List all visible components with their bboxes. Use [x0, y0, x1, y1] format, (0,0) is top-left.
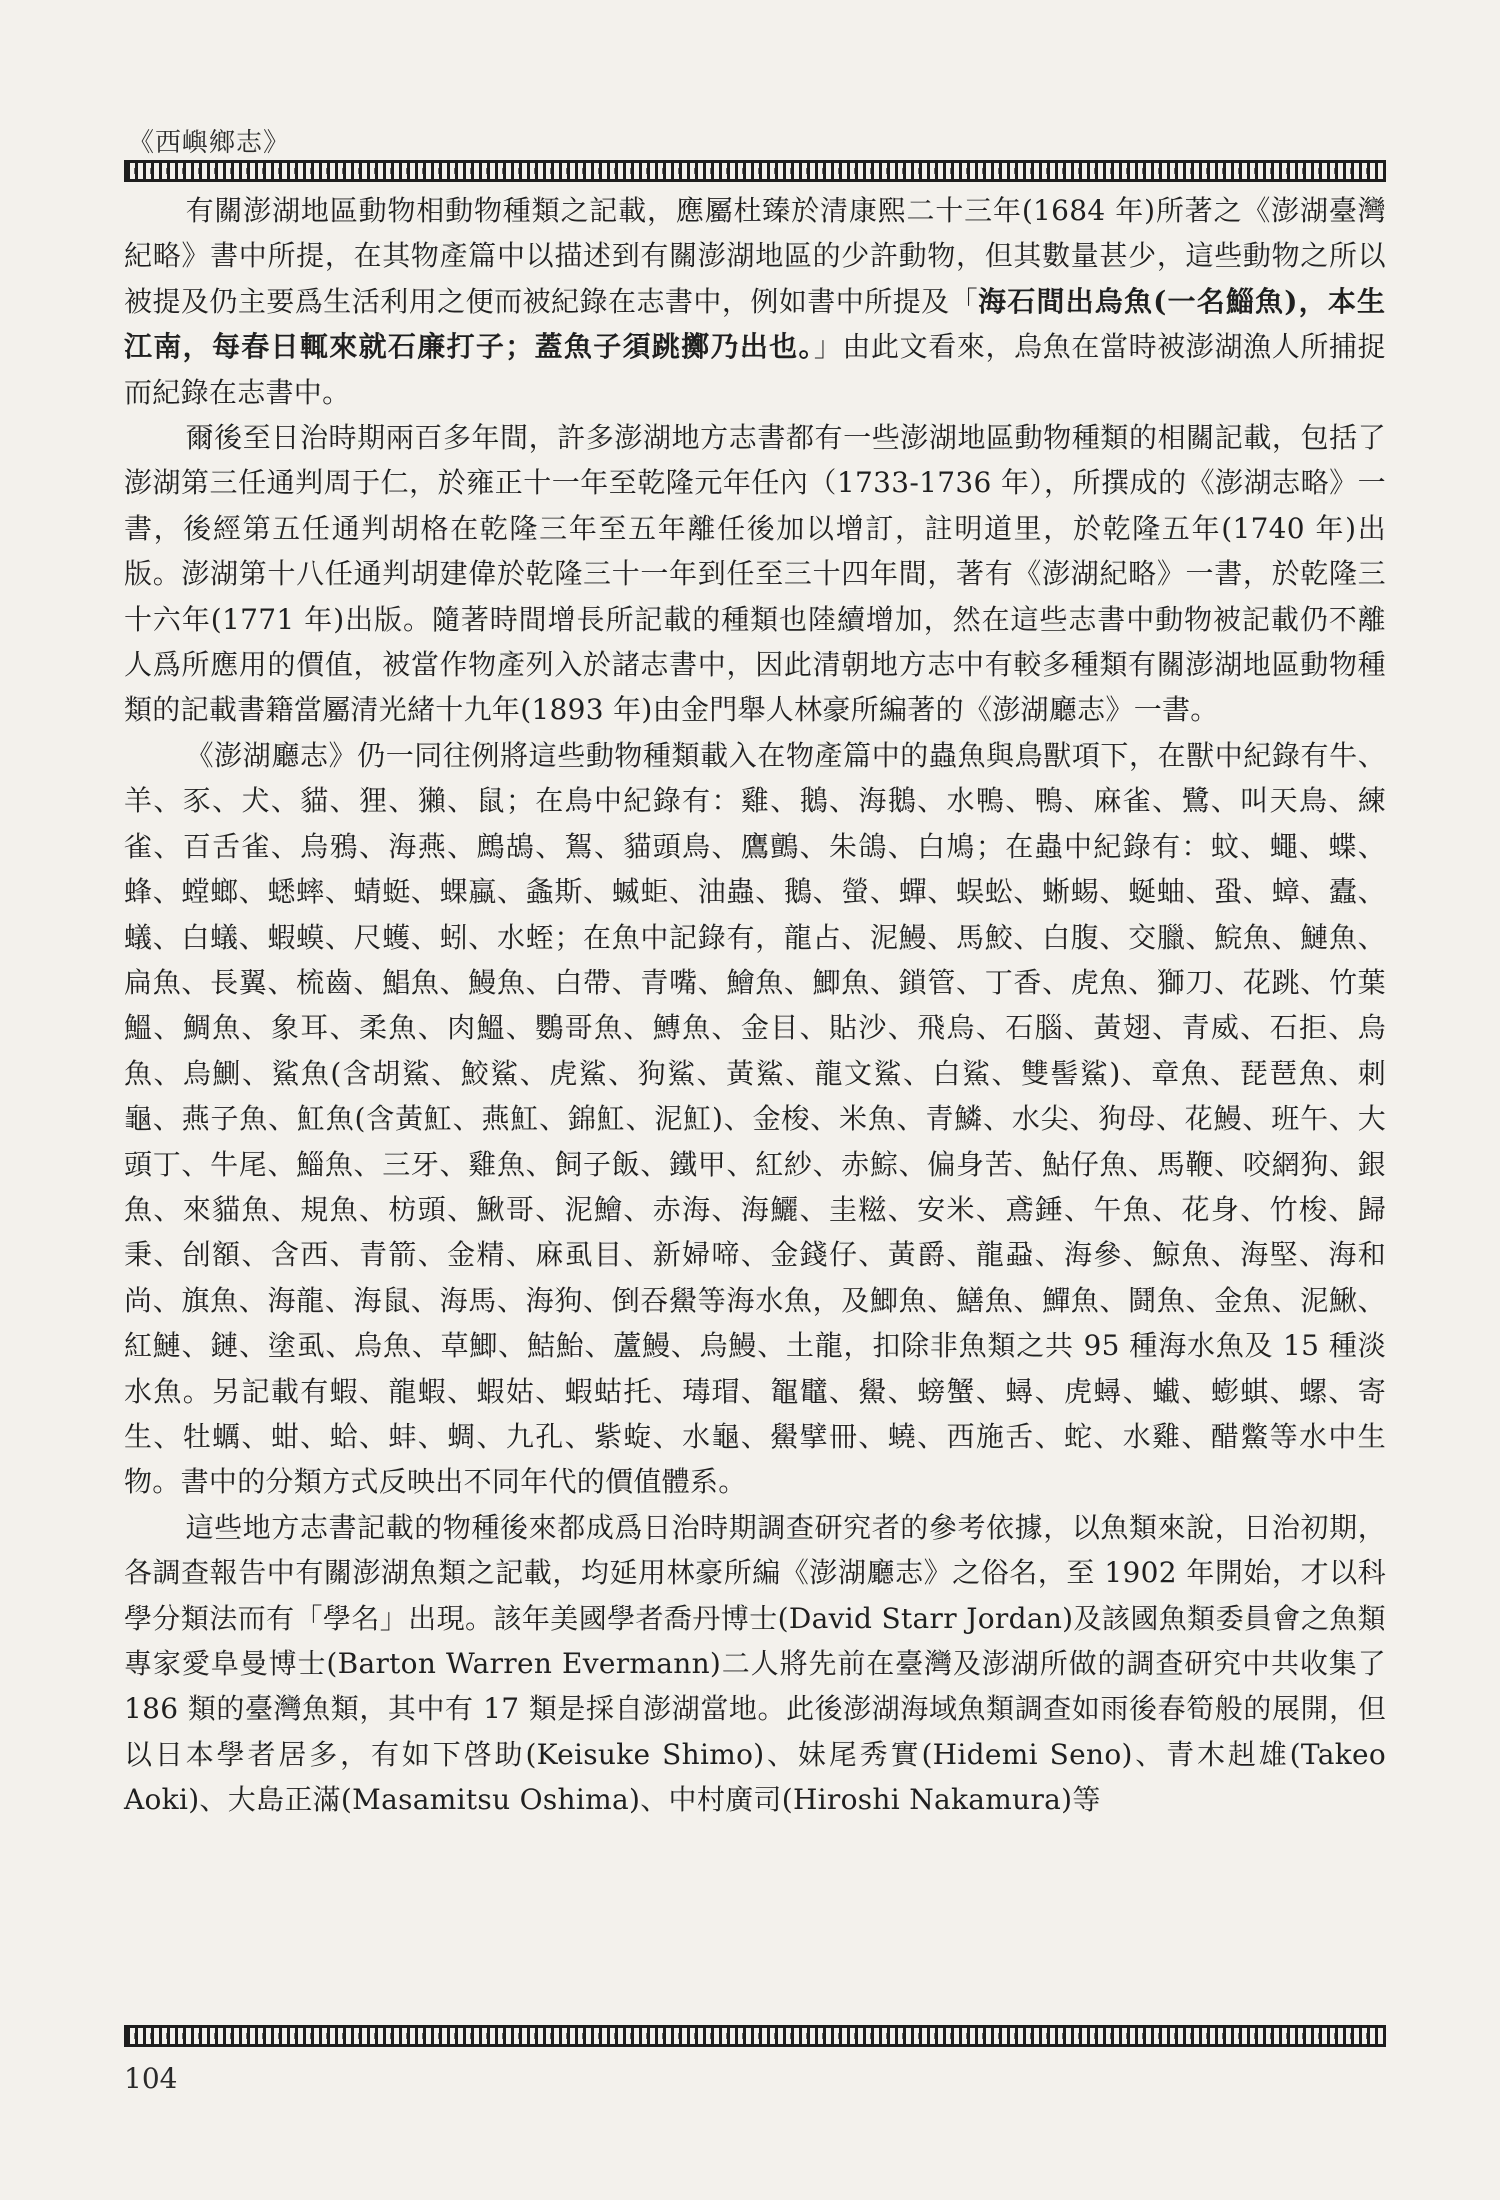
paragraph-1-tail: 」由此文看來，烏魚在當時被澎湖漁人所捕捉而紀錄在志書中。: [124, 330, 1386, 409]
top-decorative-border: [124, 160, 1386, 182]
page-number: 104: [124, 2062, 178, 2095]
paragraph-1-lead: 有關澎湖地區動物相動物種類之記載，應屬杜臻於清康熙二十三年(1684 年)所著之《澎湖臺灣紀略》書中所提，在其物產篇中以描述到有關澎湖地區的少許動物，但其數量甚少，這些動物之所以被提及仍主要爲生活利用之便而被紀錄在志書中，例如書中所提及「: [124, 194, 1386, 318]
running-title: 《西嶼鄉志》: [128, 128, 291, 158]
paragraph-4: 這些地方志書記載的物種後來都成爲日治時期調查研究者的參考依據，以魚類來說，日治初期，各調查報告中有關澎湖魚類之記載，均延用林豪所編《澎湖廳志》之俗名，至 1902 年開始，才以科學分類法而有「學名」出現。該年美國學者喬丹博士(David Starr Jordan)及該國魚類委員會之魚類專家愛阜曼博士(Barton Warren Evermann)二人將先前在臺灣及澎湖所做的調查研究中共收集了 186 類的臺灣魚類，其中有 17 類是採自澎湖當地。此後澎湖海域魚類調查如雨後春筍般的展開，但以日本學者居多，有如下啓助(Keisuke Shimo)、妹尾秀實(Hidemi Seno)、青木赳雄(Takeo Aoki)、大島正滿(Masamitsu Oshima)、中村廣司(Hiroshi Nakamura)等: [124, 1510, 1386, 1817]
paragraph-1-quote: 海石間出烏魚(一名鯔魚)，本生江南，每春日輒來就石廉打子；蓋魚子須跳擲乃出也。: [124, 284, 1386, 364]
paragraph-3: 《澎湖廳志》仍一同往例將這些動物種類載入在物產篇中的蟲魚與鳥獸項下，在獸中紀錄有牛、羊、豕、犬、貓、狸、獺、鼠；在鳥中紀錄有：雞、鵝、海鵝、水鴨、鴨、麻雀、鷺、叫天鳥、練雀、百舌雀、烏鴉、海燕、鷓鴣、鴽、貓頭鳥、鷹鸇、朱鴿、白鳩；在蟲中紀錄有：蚊、蠅、蝶、蜂、螳螂、蟋蟀、蜻蜓、蜾蠃、螽斯、蝛蚷、油蟲、鵝、螢、蟬、蜈蚣、蜥蜴、蜒蚰、蛩、蟑、蠹、蟻、白蟻、蝦蟆、尺蠖、蚓、水蛭；在魚中記錄有，龍占、泥鰻、馬鮫、白腹、交臘、鯇魚、鰱魚、扁魚、長翼、梳齒、鯧魚、鰻魚、白帶、青嘴、鱠魚、鯽魚、鎖管、丁香、虎魚、獅刀、花跳、竹葉鰮、鯛魚、象耳、柔魚、肉鰮、鸚哥魚、鱄魚、金目、貼沙、飛烏、石腦、黃翅、青威、石拒、烏魚、烏鰂、鯊魚(含胡鯊、鮫鯊、虎鯊、狗鯊、黃鯊、龍文鯊、白鯊、雙髻鯊)、章魚、琵琶魚、刺龜、燕子魚、魟魚(含黃魟、燕魟、錦魟、泥魟)、金梭、米魚、青鱗、水尖、狗母、花鰻、班午、大頭丁、牛尾、鯔魚、三牙、雞魚、飼子飯、鐵甲、紅紗、赤鯮、偏身苦、鮎仔魚、馬鞭、咬網狗、銀魚、來貓魚、規魚、枋頭、鰍哥、泥鱠、赤海、海鱺、圭糍、安米、鳶錘、午魚、花身、竹梭、歸秉、刣額、含西、青箭、金精、麻虱目、新婦啼、金錢仔、黃爵、龍蝨、海參、鯨魚、海堅、海和尚、旗魚、海龍、海鼠、海馬、海狗、倒吞鱟等海水魚，及鯽魚、鱔魚、鱓魚、鬪魚、金魚、泥鰍、紅鰱、鏈、塗虱、烏魚、草鯽、鮚鮐、蘆鰻、烏鰻、土龍，扣除非魚類之共 95 種海水魚及 15 種淡水魚。另記載有蝦、龍蝦、蝦姑、蝦蛄托、瑇瑁、鼅鼊、鱟、螃蟹、蟳、虎蟳、蠘、蟛蜞、螺、寄生、牡蠣、蚶、蛤、蚌、蜩、九孔、紫蜁、水龜、鱟擘冊、蟯、西施舌、蛇、水雞、醋鱉等水中生物。書中的分類方式反映出不同年代的價值體系。: [124, 738, 1386, 1499]
bottom-decorative-border: [124, 2025, 1386, 2047]
paragraph-2: 爾後至日治時期兩百多年間，許多澎湖地方志書都有一些澎湖地區動物種類的相關記載，包括了澎湖第三任通判周于仁，於雍正十一年至乾隆元年任內（1733-1736 年），所撰成的《澎湖志略》一書，後經第五任通判胡格在乾隆三年至五年離任後加以增訂，註明道里，於乾隆五年(1740 年)出版。澎湖第十八任通判胡建偉於乾隆三十一年到任至三十四年間，著有《澎湖紀略》一書，於乾隆三十六年(1771 年)出版。隨著時間增長所記載的種類也陸續增加，然在這些志書中動物被記載仍不離人爲所應用的價值，被當作物產列入於諸志書中，因此清朝地方志中有較多種類有關澎湖地區動物種類的記載書籍當屬清光緒十九年(1893 年)由金門舉人林豪所編著的《澎湖廳志》一書。: [124, 421, 1386, 727]
paragraph-1: [124, 188, 1386, 415]
body-text: [124, 188, 1386, 1823]
